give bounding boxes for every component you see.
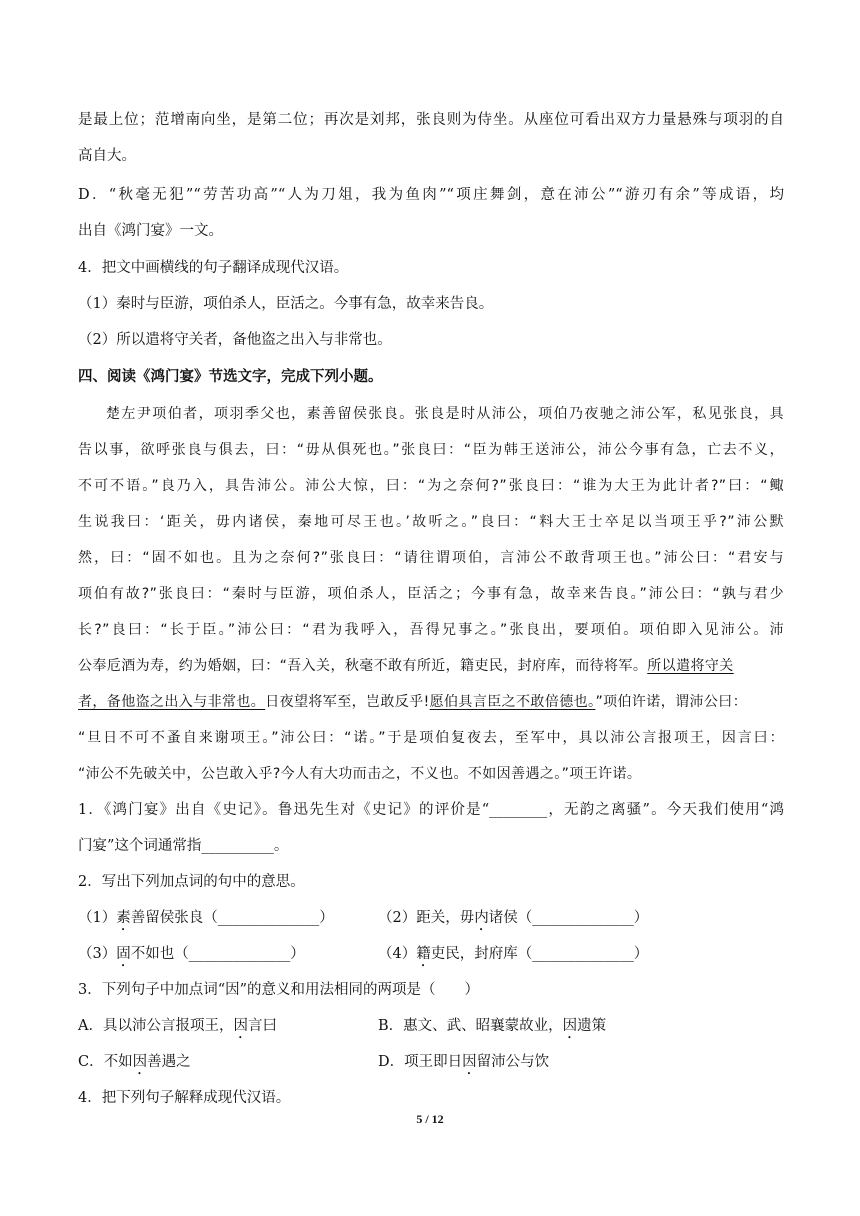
section-title: 四、阅读《鸿门宴》节选文字，完成下列小题。	[78, 368, 383, 385]
question-2-item-1: （1）素善留侯张良（______________）	[78, 910, 334, 926]
underlined-sentence: 者，备他盗之出入与非常也。	[78, 694, 266, 710]
question-1-line: 门宴”这个词通常指__________。	[78, 838, 289, 854]
option-d-line: D．“秋毫无犯”“劳苦功高”“人为刀俎，我为鱼肉”“项庄舞剑，意在沛公”“游刃有余”等成语，均	[78, 187, 784, 203]
page-number: 5 / 12	[416, 1112, 444, 1126]
question-3-row	[78, 1052, 784, 1078]
question-3-row	[78, 1016, 784, 1042]
passage-line: 项伯有故?”张良曰：“秦时与臣游，项伯杀人，臣活之；今事有急，故幸来告良。”沛公曰：“孰与君少	[78, 586, 784, 602]
passage-text: 日夜望将军至，岂敢反乎!	[265, 694, 430, 710]
passage-line: “沛公不先破关中，公岂敢入乎?今人有大功而击之，不义也。不如因善遇之。”项王许诺。	[78, 766, 642, 782]
question-4-item-2: （2）所以遣将守关者，备他盗之出入与非常也。	[78, 332, 392, 348]
option-b: B．惠文、武、昭襄蒙故业，因遗策	[378, 1018, 607, 1034]
passage-line: 然，曰：“固不如也。且为之奈何?”张良曰：“请往谓项伯，言沛公不敢背项王也。”沛公曰：“君安与	[78, 550, 784, 566]
passage-line: 楚左尹项伯者，项羽季父也，素善留侯张良。张良是时从沛公，项伯乃夜驰之沛公军，私见张良，具	[106, 406, 784, 422]
text-line: 高自大。	[78, 148, 136, 164]
option-a: A．具以沛公言报项王，因言曰	[78, 1018, 277, 1034]
question-2-row	[78, 908, 784, 934]
passage-line	[78, 692, 784, 712]
question-2-item-4: （4）籍吏民，封府库（______________）	[378, 946, 649, 962]
question-4-stem: 4．把文中画横线的句子翻译成现代汉语。	[78, 260, 349, 276]
question-4-stem-2: 4．把下列句子解释成现代汉语。	[78, 1090, 291, 1106]
passage-text: ”项伯许诺，谓沛公曰：	[595, 694, 748, 710]
passage-text: 公奉卮酒为寿，约为婚姻，曰：“吾入关，秋毫不敢有所近，籍吏民，封府库，而待将军。	[78, 658, 648, 674]
passage-line: “旦日不可不蚤自来谢项王。”沛公曰：“诺。”于是项伯复夜去，至军中，具以沛公言报项王，因言曰：	[78, 730, 784, 746]
text-line: 是最上位；范增南向坐，是第二位；再次是刘邦，张良则为侍坐。从座位可看出双方力量悬殊与项羽的自	[78, 112, 784, 128]
question-2-item-2: （2）距关，毋内诸侯（______________）	[378, 910, 649, 926]
question-4-item-1: （1）秦时与臣游，项伯杀人，臣活之。今事有急，故幸来告良。	[78, 296, 494, 312]
passage-line: 不可不语。”良乃入，具告沛公。沛公大惊，曰：“为之奈何?”张良曰：“谁为大王为此计者?”曰：“鲰	[78, 478, 784, 494]
question-1-line: 1．《鸿门宴》出自《史记》。鲁迅先生对《史记》的评价是“________，无韵之离骚”。今天我们使用“鸿	[78, 802, 784, 818]
underlined-sentence: 愿伯具言臣之不敢倍德也。	[429, 694, 596, 710]
question-2-item-3: （3）固不如也（______________）	[78, 946, 305, 962]
passage-line	[78, 656, 784, 676]
passage-line: 长?”良曰：“长于臣。”沛公曰：“君为我呼入，吾得兄事之。”张良出，要项伯。项伯即入见沛公。沛	[78, 622, 784, 638]
option-c: C．不如因善遇之	[78, 1054, 191, 1070]
underlined-sentence: 所以遣将守关	[647, 658, 734, 674]
question-2-stem: 2．写出下列加点词的句中的意思。	[78, 874, 305, 890]
text-line: 出自《鸿门宴》一文。	[78, 223, 223, 239]
option-d: D．项王即日因留沛公与饮	[378, 1054, 550, 1070]
passage-line: 告以事，欲呼张良与俱去，曰：“毋从俱死也。”张良曰：“臣为韩王送沛公，沛公今事有急，亡去不义，	[78, 442, 784, 458]
passage-line: 生说我曰：‘距关，毋内诸侯，秦地可尽王也。’故听之。”良曰：“料大王士卒足以当项王乎?”沛公默	[78, 514, 784, 530]
question-2-row	[78, 944, 784, 970]
question-3-stem: 3．下列句子中加点词“因”的意义和用法相同的两项是（ ）	[78, 982, 480, 998]
